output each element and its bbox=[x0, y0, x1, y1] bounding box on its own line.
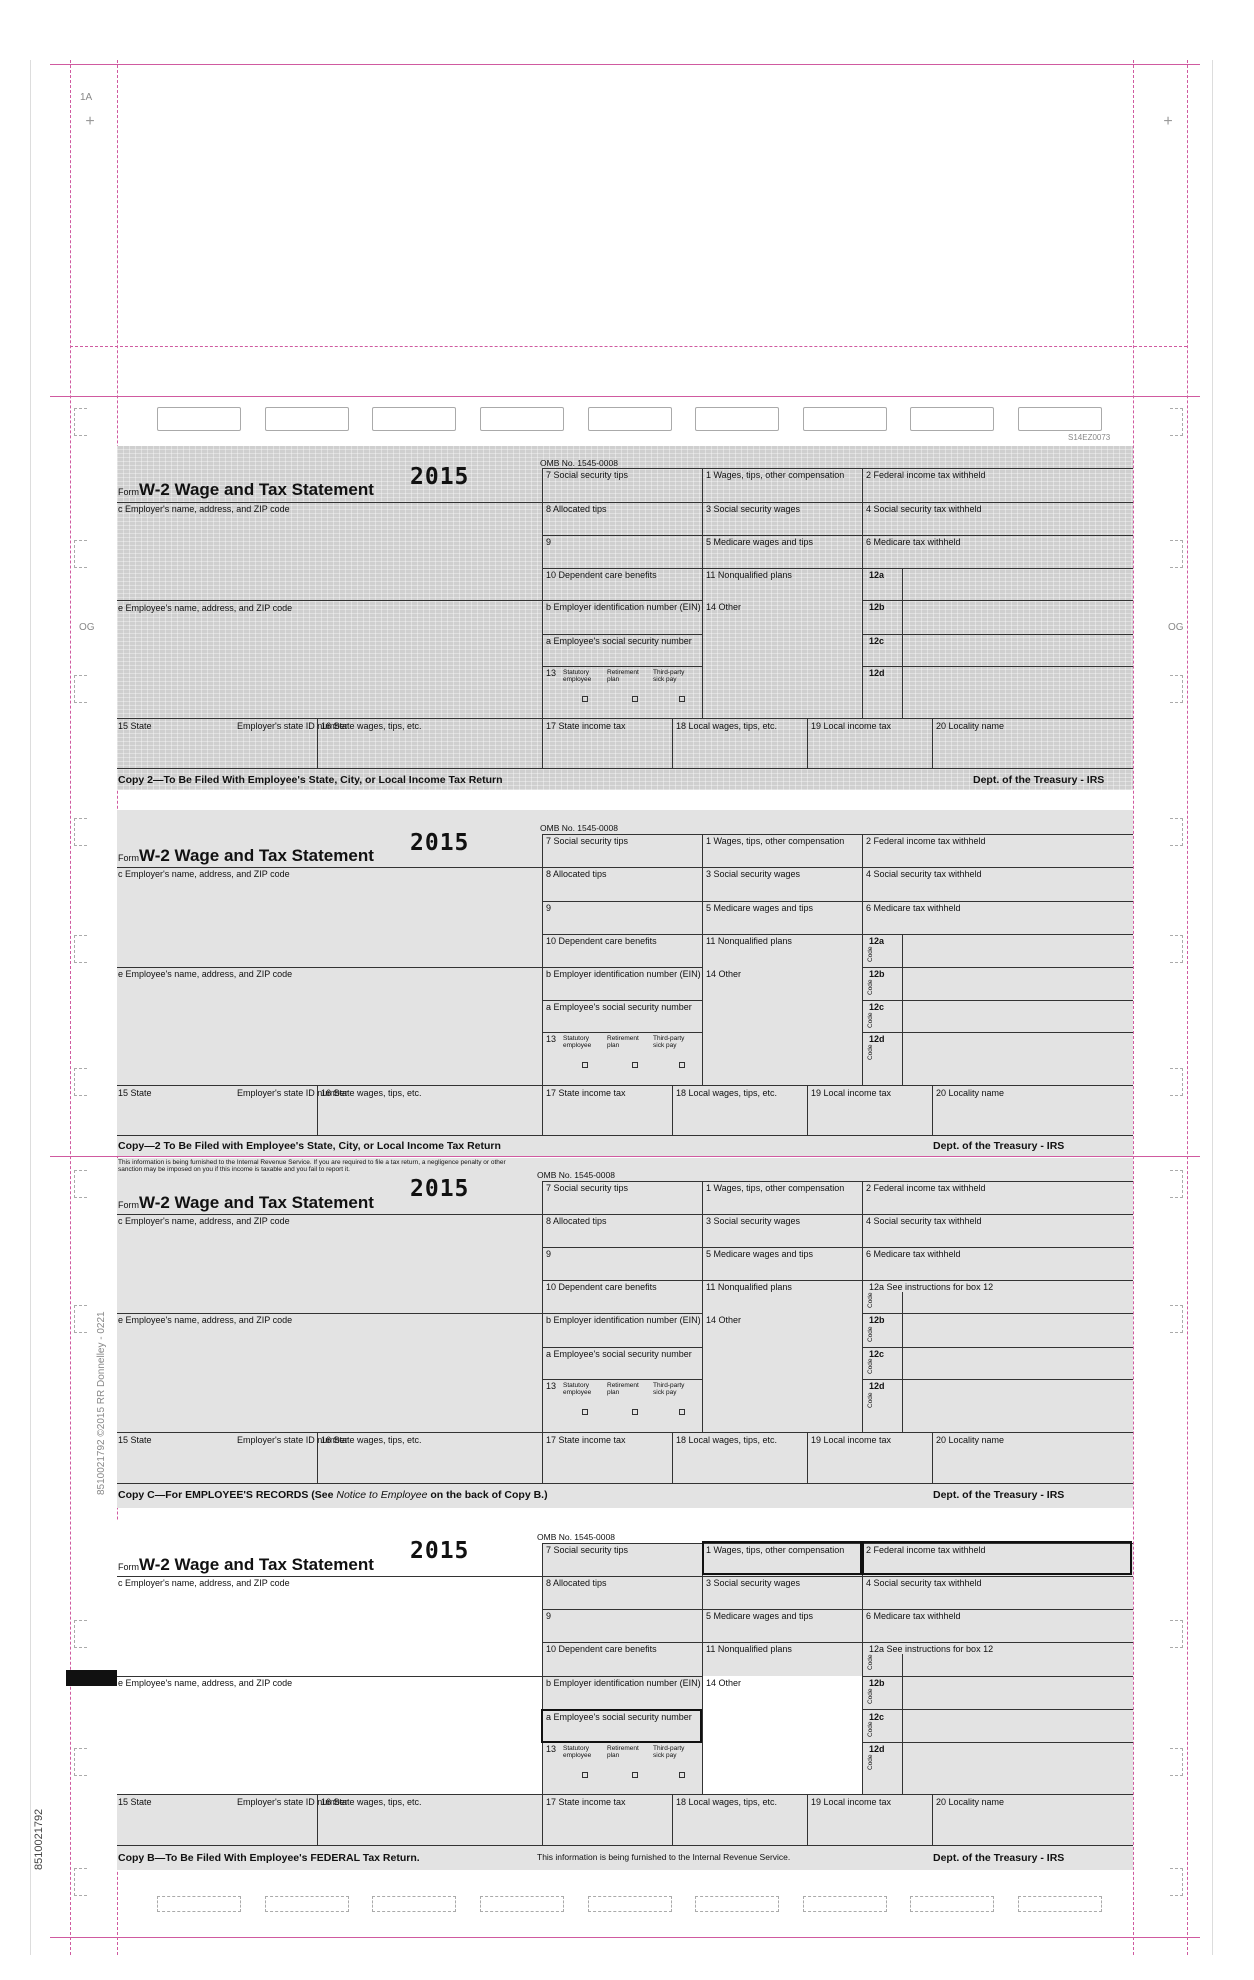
box-1-label: 1 Wages, tips, other compensation bbox=[706, 470, 845, 480]
w2-form-copyb bbox=[117, 1520, 1133, 1870]
registration-mark-icon: + bbox=[1163, 113, 1173, 130]
statutory-label: Statutory employee bbox=[563, 1382, 592, 1396]
dept-label: Dept. of the Treasury - IRS bbox=[933, 1489, 1065, 1501]
box-18-label: 18 Local wages, tips, etc. bbox=[676, 1435, 778, 1445]
box-20-label: 20 Locality name bbox=[936, 721, 1005, 731]
side-marker bbox=[1170, 675, 1183, 703]
window-slot bbox=[695, 407, 779, 431]
side-marker bbox=[1170, 540, 1183, 568]
registration-mark-icon: + bbox=[85, 113, 95, 130]
side-marker bbox=[74, 1068, 87, 1096]
box-13-label: 13 bbox=[546, 1744, 557, 1754]
box-11-label: 11 Nonqualified plans bbox=[706, 570, 792, 580]
code-label: Code bbox=[867, 979, 874, 995]
box-1-label: 1 Wages, tips, other compensation bbox=[706, 1545, 845, 1555]
thirdparty-checkbox[interactable] bbox=[679, 1409, 685, 1415]
box-5-label: 5 Medicare wages and tips bbox=[706, 537, 814, 547]
box-12b-label: 12b bbox=[869, 1315, 885, 1325]
box-6-label: 6 Medicare tax withheld bbox=[866, 903, 961, 913]
box-19-label: 19 Local income tax bbox=[811, 1435, 892, 1445]
box-6-label: 6 Medicare tax withheld bbox=[866, 537, 961, 547]
box-16-label: 16 State wages, tips, etc. bbox=[321, 1435, 422, 1445]
side-marker bbox=[74, 408, 87, 436]
box-18-label: 18 Local wages, tips, etc. bbox=[676, 721, 778, 731]
form-title: FormW-2 Wage and Tax Statement bbox=[118, 846, 374, 865]
state-id-label: Employer's state ID number bbox=[237, 1088, 348, 1098]
side-marker bbox=[1170, 818, 1183, 846]
statutory-checkbox[interactable] bbox=[582, 1772, 588, 1778]
side-marker bbox=[74, 1748, 87, 1776]
box-b-label: b Employer identification number (EIN) bbox=[546, 602, 701, 612]
copy-label: Copy 2—To Be Filed With Employee's State, City, or Local Income Tax Return bbox=[118, 774, 503, 786]
box-11-label: 11 Nonqualified plans bbox=[706, 1282, 792, 1292]
side-marker bbox=[1170, 1748, 1183, 1776]
pinfeed-line-right bbox=[1212, 60, 1213, 1955]
box-15-label: 15 State bbox=[118, 1088, 152, 1098]
side-marker bbox=[1170, 1305, 1183, 1333]
box-20-label: 20 Locality name bbox=[936, 1088, 1005, 1098]
box-8-label: 8 Allocated tips bbox=[546, 869, 607, 879]
window-slot bbox=[372, 1896, 456, 1912]
box-5-label: 5 Medicare wages and tips bbox=[706, 1611, 814, 1621]
thirdparty-label: Third-party sick pay bbox=[653, 1382, 685, 1396]
copy-label: Copy B—To Be Filed With Employee's FEDERAL Tax Return. bbox=[118, 1852, 420, 1864]
box-16-label: 16 State wages, tips, etc. bbox=[321, 1088, 422, 1098]
box-c-label: c Employer's name, address, and ZIP code bbox=[118, 869, 290, 879]
retirement-checkbox[interactable] bbox=[632, 1772, 638, 1778]
box-6-label: 6 Medicare tax withheld bbox=[866, 1249, 961, 1259]
side-marker bbox=[1170, 1620, 1183, 1648]
code-label: Code bbox=[867, 1392, 874, 1408]
box-17-label: 17 State income tax bbox=[546, 721, 626, 731]
dept-label: Dept. of the Treasury - IRS bbox=[933, 1852, 1065, 1864]
retirement-checkbox[interactable] bbox=[632, 1409, 638, 1415]
box-19-label: 19 Local income tax bbox=[811, 721, 892, 731]
window-slot bbox=[588, 407, 672, 431]
box-5-label: 5 Medicare wages and tips bbox=[706, 1249, 814, 1259]
box-17-label: 17 State income tax bbox=[546, 1088, 626, 1098]
w2-form-copy2-b bbox=[117, 810, 1133, 1156]
box-10-label: 10 Dependent care benefits bbox=[546, 1644, 657, 1654]
box-17-label: 17 State income tax bbox=[546, 1435, 626, 1445]
retirement-checkbox[interactable] bbox=[632, 1062, 638, 1068]
side-marker bbox=[74, 540, 87, 568]
side-marker bbox=[1170, 1068, 1183, 1096]
box-12d-label: 12d bbox=[869, 1034, 885, 1044]
box-19-label: 19 Local income tax bbox=[811, 1088, 892, 1098]
top-border bbox=[50, 64, 1200, 65]
box-7-label: 7 Social security tips bbox=[546, 470, 629, 480]
window-slot bbox=[480, 407, 564, 431]
code-label: Code bbox=[867, 946, 874, 962]
box-11-label: 11 Nonqualified plans bbox=[706, 936, 792, 946]
box-12a-label: 12a See instructions for box 12 bbox=[869, 1282, 994, 1292]
box-b-label: b Employer identification number (EIN) bbox=[546, 1678, 701, 1688]
state-id-label: Employer's state ID number bbox=[237, 1797, 348, 1807]
window-slot bbox=[803, 407, 887, 431]
box-4-label: 4 Social security tax withheld bbox=[866, 869, 982, 879]
box-e-label: e Employee's name, address, and ZIP code bbox=[118, 969, 293, 979]
box-b-label: b Employer identification number (EIN) bbox=[546, 1315, 701, 1325]
box-12d-label: 12d bbox=[869, 668, 885, 678]
window-slot bbox=[372, 407, 456, 431]
box-16-label: 16 State wages, tips, etc. bbox=[321, 1797, 422, 1807]
omb-number: OMB No. 1545-0008 bbox=[537, 1170, 615, 1180]
box-15-label: 15 State bbox=[118, 1435, 152, 1445]
box-14-label: 14 Other bbox=[706, 602, 742, 612]
copyc-notice: This information is being furnished to the Internal Revenue Service. If you are required to file a tax return, a negligence penalty or other sanction may be imposed on you if this income is taxable and you fail to report it. bbox=[118, 1159, 506, 1173]
box-14-label: 14 Other bbox=[706, 1678, 742, 1688]
omb-number: OMB No. 1545-0008 bbox=[540, 823, 618, 833]
form-title: FormW-2 Wage and Tax Statement bbox=[118, 480, 374, 499]
box-e-label: e Employee's name, address, and ZIP code bbox=[118, 603, 293, 613]
box-12a-label: 12a See instructions for box 12 bbox=[869, 1644, 994, 1654]
form-title: FormW-2 Wage and Tax Statement bbox=[118, 1555, 374, 1574]
box-c-label: c Employer's name, address, and ZIP code bbox=[118, 1578, 290, 1588]
box-13-label: 13 bbox=[546, 1381, 557, 1391]
box-5-label: 5 Medicare wages and tips bbox=[706, 903, 814, 913]
box-10-label: 10 Dependent care benefits bbox=[546, 936, 657, 946]
vertical-print-info: 8510021792 ©2015 RR Donnelley - 0221 bbox=[96, 1311, 107, 1495]
box-8-label: 8 Allocated tips bbox=[546, 1216, 607, 1226]
box-8-label: 8 Allocated tips bbox=[546, 504, 607, 514]
window-slot bbox=[1018, 1896, 1102, 1912]
box-12c-label: 12c bbox=[869, 1002, 885, 1012]
side-marker bbox=[74, 818, 87, 846]
box-14-label: 14 Other bbox=[706, 1315, 742, 1325]
window-slot bbox=[588, 1896, 672, 1912]
statutory-checkbox[interactable] bbox=[582, 696, 588, 702]
box-9-label: 9 bbox=[546, 1611, 552, 1621]
side-marker bbox=[74, 1305, 87, 1333]
retirement-label: Retirement plan bbox=[607, 1745, 639, 1759]
box-19-label: 19 Local income tax bbox=[811, 1797, 892, 1807]
window-slot bbox=[695, 1896, 779, 1912]
box-18-label: 18 Local wages, tips, etc. bbox=[676, 1797, 778, 1807]
form-year: 2015 bbox=[410, 1538, 470, 1564]
box-7-label: 7 Social security tips bbox=[546, 1545, 629, 1555]
box-8-label: 8 Allocated tips bbox=[546, 1578, 607, 1588]
form-year: 2015 bbox=[410, 464, 470, 490]
window-slot bbox=[910, 407, 994, 431]
box-c-label: c Employer's name, address, and ZIP code bbox=[118, 504, 290, 514]
window-slot bbox=[157, 1896, 241, 1912]
pinfeed-line-left bbox=[30, 60, 31, 1955]
box-9-label: 9 bbox=[546, 537, 552, 547]
box-c-label: c Employer's name, address, and ZIP code bbox=[118, 1216, 290, 1226]
box-9-label: 9 bbox=[546, 1249, 552, 1259]
box-17-label: 17 State income tax bbox=[546, 1797, 626, 1807]
box-2-label: 2 Federal income tax withheld bbox=[866, 836, 986, 846]
box-12b-label: 12b bbox=[869, 1678, 885, 1688]
window-slot bbox=[157, 407, 241, 431]
og-right: OG bbox=[1168, 622, 1184, 633]
box-7-label: 7 Social security tips bbox=[546, 1183, 629, 1193]
box-16-label: 16 State wages, tips, etc. bbox=[321, 721, 422, 731]
box-13-label: 13 bbox=[546, 668, 557, 678]
box-12a-label: 12a bbox=[869, 570, 885, 580]
thirdparty-checkbox[interactable] bbox=[679, 696, 685, 702]
window-slot bbox=[803, 1896, 887, 1912]
section-border bbox=[50, 1156, 1200, 1157]
code-label: Code bbox=[867, 1044, 874, 1060]
window-slot bbox=[1018, 407, 1102, 431]
box-12a-label: 12a bbox=[869, 936, 885, 946]
code-label: Code bbox=[867, 1292, 874, 1308]
box-3-label: 3 Social security wages bbox=[706, 1578, 801, 1588]
statutory-label: Statutory employee bbox=[563, 1745, 592, 1759]
box-a-label: a Employee's social security number bbox=[546, 1002, 692, 1012]
box-20-label: 20 Locality name bbox=[936, 1435, 1005, 1445]
code-label: Code bbox=[867, 1358, 874, 1374]
box-10-label: 10 Dependent care benefits bbox=[546, 570, 657, 580]
box-a-label: a Employee's social security number bbox=[546, 1349, 692, 1359]
omb-number: OMB No. 1545-0008 bbox=[537, 1532, 615, 1542]
side-marker bbox=[74, 1620, 87, 1648]
box-e-label: e Employee's name, address, and ZIP code bbox=[118, 1678, 293, 1688]
w2-form-copy2-a bbox=[117, 446, 1133, 790]
box-3-label: 3 Social security wages bbox=[706, 869, 801, 879]
dept-label: Dept. of the Treasury - IRS bbox=[973, 774, 1105, 786]
code-label: Code bbox=[867, 1012, 874, 1028]
box-a-label: a Employee's social security number bbox=[546, 1712, 692, 1722]
thirdparty-label: Third-party sick pay bbox=[653, 1035, 685, 1049]
form-year: 2015 bbox=[410, 830, 470, 856]
box-12c-label: 12c bbox=[869, 1349, 885, 1359]
code-label: Code bbox=[867, 1326, 874, 1342]
box-12c-label: 12c bbox=[869, 1712, 885, 1722]
box-3-label: 3 Social security wages bbox=[706, 504, 801, 514]
side-marker bbox=[74, 935, 87, 963]
box-9-label: 9 bbox=[546, 903, 552, 913]
box-2-label: 2 Federal income tax withheld bbox=[866, 470, 986, 480]
retirement-label: Retirement plan bbox=[607, 1382, 639, 1396]
box-2-label: 2 Federal income tax withheld bbox=[866, 1545, 986, 1555]
box-1-label: 1 Wages, tips, other compensation bbox=[706, 836, 845, 846]
bottom-border bbox=[50, 1937, 1200, 1938]
code-label: Code bbox=[867, 1721, 874, 1737]
side-marker bbox=[74, 1170, 87, 1198]
dept-label: Dept. of the Treasury - IRS bbox=[933, 1140, 1065, 1152]
state-id-label: Employer's state ID number bbox=[237, 721, 348, 731]
section-border bbox=[50, 396, 1200, 397]
control-code: S14EZ0073 bbox=[1068, 433, 1111, 442]
box-14-label: 14 Other bbox=[706, 969, 742, 979]
side-marker bbox=[1170, 408, 1183, 436]
top-label: 1A bbox=[80, 92, 93, 103]
retirement-checkbox[interactable] bbox=[632, 696, 638, 702]
box-11-label: 11 Nonqualified plans bbox=[706, 1644, 792, 1654]
statutory-label: Statutory employee bbox=[563, 1035, 592, 1049]
trim-line-right bbox=[1187, 60, 1188, 1955]
og-left: OG bbox=[79, 622, 95, 633]
copy-label: Copy—2 To Be Filed with Employee's State, City, or Local Income Tax Return bbox=[118, 1140, 501, 1152]
box-3-label: 3 Social security wages bbox=[706, 1216, 801, 1226]
code-label: Code bbox=[867, 1754, 874, 1770]
thirdparty-label: Third-party sick pay bbox=[653, 669, 685, 683]
thirdparty-checkbox[interactable] bbox=[679, 1062, 685, 1068]
box-12d-label: 12d bbox=[869, 1381, 885, 1391]
box-e-label: e Employee's name, address, and ZIP code bbox=[118, 1315, 293, 1325]
retirement-label: Retirement plan bbox=[607, 669, 639, 683]
copy-label: Copy C—For EMPLOYEE'S RECORDS (See Notice to Employee on the back of Copy B.) bbox=[118, 1489, 548, 1501]
window-slot bbox=[480, 1896, 564, 1912]
side-marker bbox=[74, 1868, 87, 1896]
code-label: Code bbox=[867, 1688, 874, 1704]
trim-line-right-inner bbox=[1133, 60, 1134, 1955]
box-12b-label: 12b bbox=[869, 602, 885, 612]
code-label: Code bbox=[867, 1654, 874, 1670]
thirdparty-checkbox[interactable] bbox=[679, 1772, 685, 1778]
side-marker bbox=[74, 675, 87, 703]
box-4-label: 4 Social security tax withheld bbox=[866, 504, 982, 514]
window-slot bbox=[265, 407, 349, 431]
box-4-label: 4 Social security tax withheld bbox=[866, 1578, 982, 1588]
window-slot bbox=[910, 1896, 994, 1912]
side-marker bbox=[1170, 935, 1183, 963]
side-marker bbox=[1170, 1868, 1183, 1896]
thirdparty-label: Third-party sick pay bbox=[653, 1745, 685, 1759]
box-7-label: 7 Social security tips bbox=[546, 836, 629, 846]
irs-info-text: This information is being furnished to the Internal Revenue Service. bbox=[537, 1852, 791, 1862]
box-15-label: 15 State bbox=[118, 1797, 152, 1807]
side-marker bbox=[1170, 1170, 1183, 1198]
part-number: 8510021792 bbox=[33, 1808, 45, 1870]
window-slot bbox=[265, 1896, 349, 1912]
box-a-label: a Employee's social security number bbox=[546, 636, 692, 646]
perforation-line bbox=[70, 346, 1187, 347]
box-12d-label: 12d bbox=[869, 1744, 885, 1754]
box-4-label: 4 Social security tax withheld bbox=[866, 1216, 982, 1226]
omb-number: OMB No. 1545-0008 bbox=[540, 458, 618, 468]
box-15-label: 15 State bbox=[118, 721, 152, 731]
w2-form-copyc bbox=[117, 1158, 1133, 1508]
statutory-checkbox[interactable] bbox=[582, 1062, 588, 1068]
box-10-label: 10 Dependent care benefits bbox=[546, 1282, 657, 1292]
box-18-label: 18 Local wages, tips, etc. bbox=[676, 1088, 778, 1098]
statutory-label: Statutory employee bbox=[563, 669, 592, 683]
state-id-label: Employer's state ID number bbox=[237, 1435, 348, 1445]
black-sync-mark bbox=[66, 1670, 118, 1686]
box-20-label: 20 Locality name bbox=[936, 1797, 1005, 1807]
form-year: 2015 bbox=[410, 1176, 470, 1202]
box-13-label: 13 bbox=[546, 1034, 557, 1044]
box-1-label: 1 Wages, tips, other compensation bbox=[706, 1183, 845, 1193]
statutory-checkbox[interactable] bbox=[582, 1409, 588, 1415]
box-12c-label: 12c bbox=[869, 636, 885, 646]
box-2-label: 2 Federal income tax withheld bbox=[866, 1183, 986, 1193]
box-6-label: 6 Medicare tax withheld bbox=[866, 1611, 961, 1621]
box-12b-label: 12b bbox=[869, 969, 885, 979]
retirement-label: Retirement plan bbox=[607, 1035, 639, 1049]
box-b-label: b Employer identification number (EIN) bbox=[546, 969, 701, 979]
form-title: FormW-2 Wage and Tax Statement bbox=[118, 1193, 374, 1212]
